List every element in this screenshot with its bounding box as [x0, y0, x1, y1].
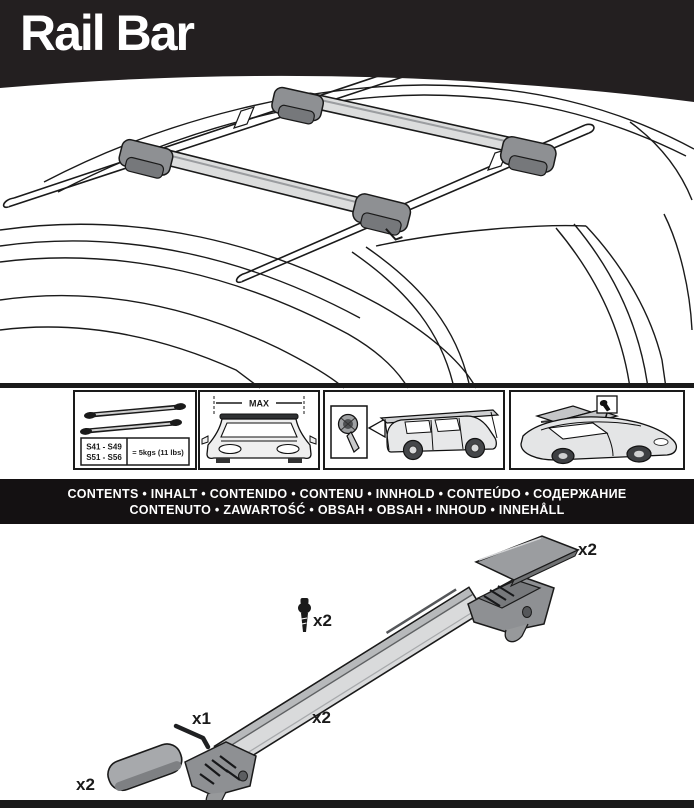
screw-icon: [298, 598, 311, 632]
end-cap-part: [476, 536, 578, 586]
spec-box: [73, 390, 197, 470]
bottom-bar: [0, 800, 694, 808]
front-crossbar: [117, 138, 413, 241]
max-measure-box: [198, 390, 320, 470]
front-right-clamp: [349, 192, 412, 241]
foot-cover-part: [104, 740, 186, 794]
parts-diagram: [0, 524, 694, 808]
car-front-max-icon: [200, 392, 318, 468]
end-cap-qty-label: x2: [578, 540, 597, 559]
crossbar-qty-label: x2: [312, 708, 331, 727]
car-body: [521, 417, 676, 460]
screw-qty-label: x2: [313, 611, 332, 630]
loaded-car: [381, 410, 498, 460]
callout-pointer: [369, 419, 385, 437]
crossbar-part: [212, 583, 484, 770]
spec-bars-icon: [75, 392, 195, 468]
car-side-load-icon: [325, 392, 503, 468]
contents-line-1: CONTENTS • INHALT • CONTENIDO • CONTENU • INNHOLD • CONTEÚDO • СОДЕРЖАНИЕ: [67, 486, 627, 501]
allen-key-icon: [176, 726, 208, 747]
model-range-line2: S51 - S56: [86, 453, 122, 462]
contents-banner: [0, 479, 694, 524]
max-label: MAX: [249, 398, 269, 409]
foot-clamp-part: [185, 742, 256, 808]
spec-table: [81, 438, 189, 465]
page-title: Rail Bar: [20, 5, 193, 61]
car-roof-boards-icon: [511, 392, 683, 468]
max-load-text: = 5kgs (11 lbs): [132, 448, 184, 457]
roof-bar-strip: [220, 414, 298, 419]
section-divider: [0, 383, 694, 388]
rear-left-clamp: [270, 86, 325, 126]
model-range-line1: S41 - S49: [86, 442, 122, 452]
foot-cover-qty-label: x2: [76, 775, 95, 794]
roof-boards-box: [509, 390, 685, 470]
allen-key-qty-label: x1: [192, 709, 211, 728]
contents-line-2: CONTENUTO • ZAWARTOŚĆ • OBSAH • OBSAH • INHOUD • INNEHÅLL: [129, 502, 565, 517]
strap-load-box: [323, 390, 505, 470]
rear-crossbar: [270, 86, 558, 178]
